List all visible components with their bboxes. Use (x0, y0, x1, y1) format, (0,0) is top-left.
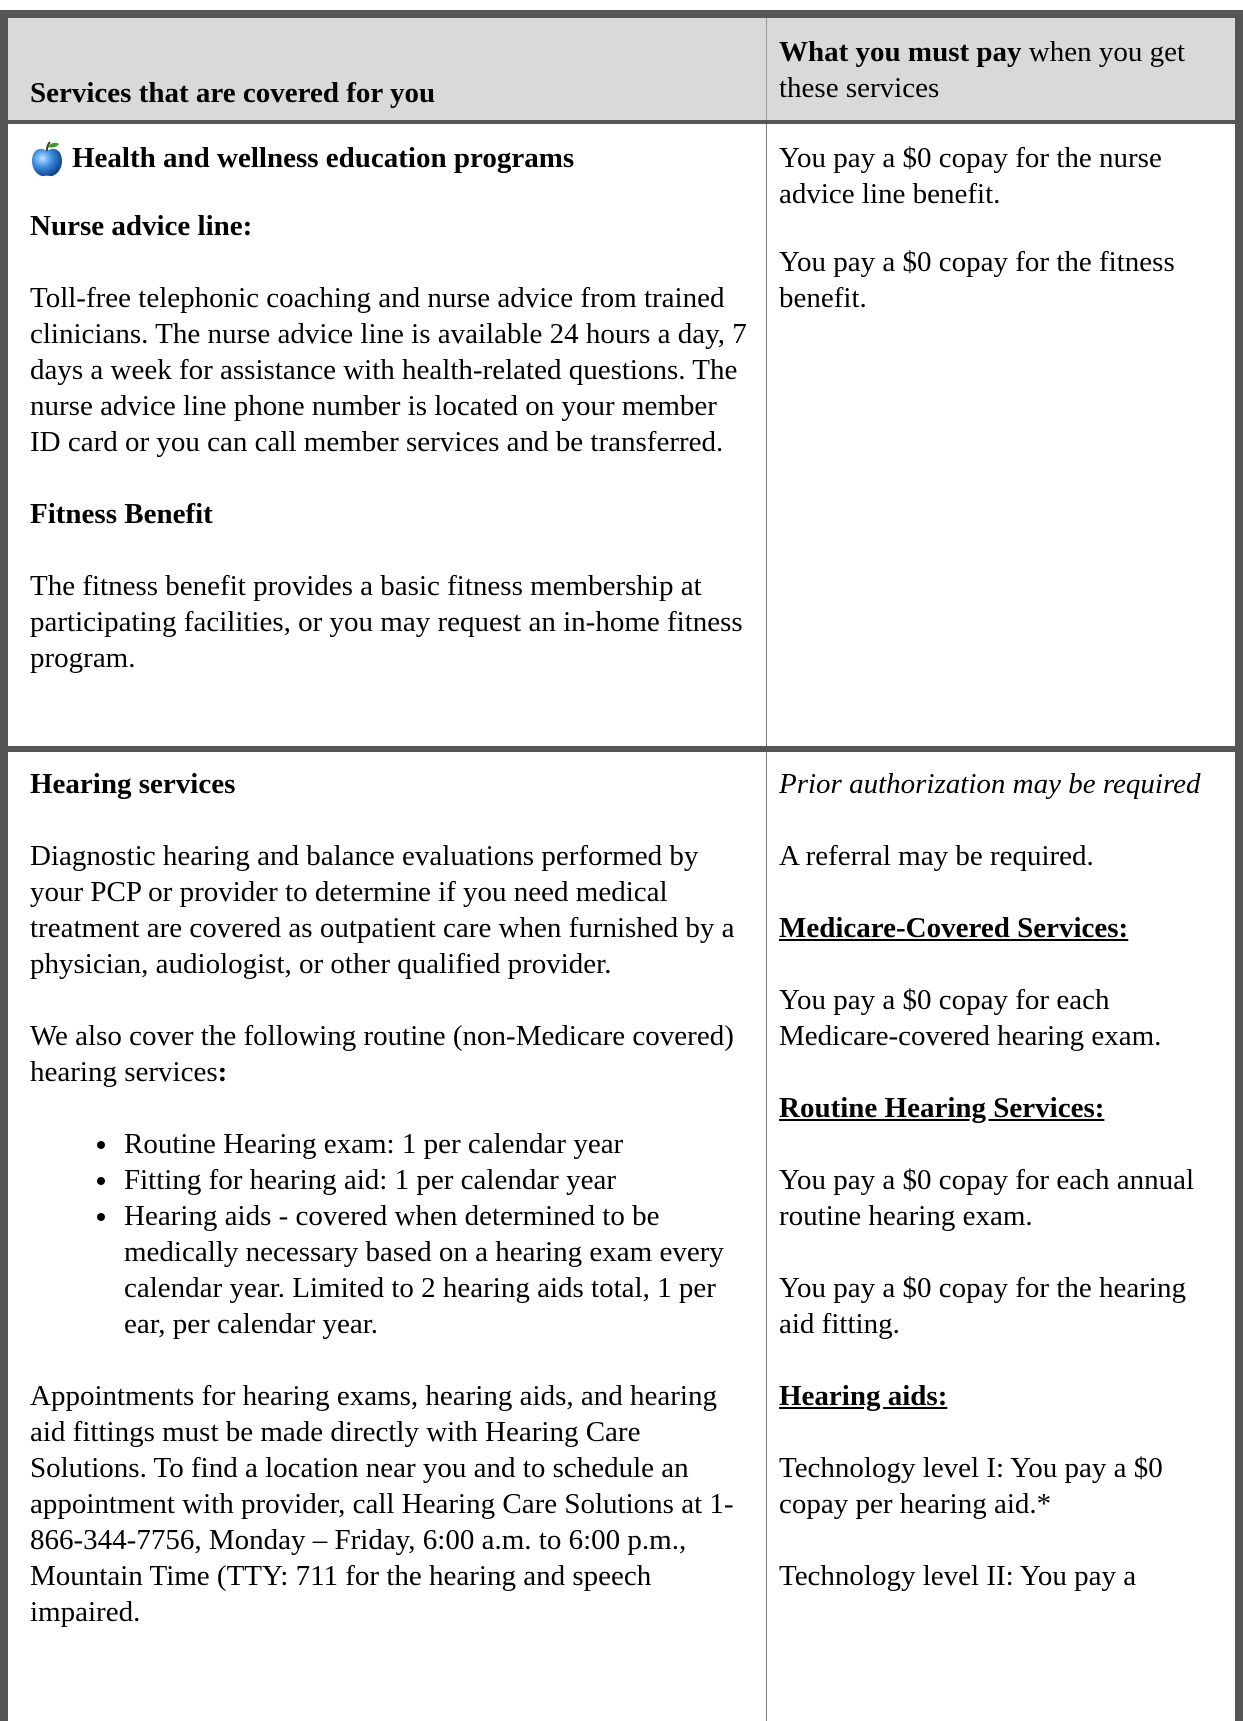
section-title-wellness (30, 140, 754, 176)
list-item: • Fitting for hearing aid: 1 per calendar year (120, 1162, 754, 1198)
header-pay-rest: when you get these services (779, 36, 1186, 104)
pay-fitness-text: You pay a $0 copay for the fitness benefit. (779, 246, 1175, 314)
header-pay-label (779, 34, 1219, 106)
pay-routine-fitting: You pay a $0 copay for the hearing aid fitting. (779, 1272, 1186, 1340)
table-row-hearing (8, 752, 1235, 1721)
fitness-benefit-heading: Fitness Benefit (30, 498, 213, 530)
hearing-services-cell (8, 752, 766, 1721)
nurse-advice-body: Toll-free telephonic coaching and nurse advice from trained clinicians. The nurse advice line is available 24 hours a day, 7 days a week for assistance with health-related questions. The nurse advice line phone number is located on your member ID card or you can call member services and be transferred. (30, 282, 747, 458)
hearing-para-diagnostic: Diagnostic hearing and balance evaluations performed by your PCP or provider to determine if you need medical treatment are covered as outpatient care when furnished by a physician, audiologist, or other qualified provider. (30, 840, 735, 980)
section-title-hearing: Hearing services (30, 768, 236, 800)
hearing-bullet-list (30, 1126, 754, 1342)
hearing-para-routine-intro (30, 1018, 754, 1090)
header-right-cell (766, 18, 1235, 120)
routine-intro-colon: : (217, 1056, 228, 1088)
table-row-wellness (8, 124, 1235, 752)
hearing-pay-cell (766, 752, 1235, 1721)
pay-nurse-text: You pay a $0 copay for the nurse advice line benefit. (779, 142, 1162, 210)
table-header-row (8, 18, 1235, 124)
pay-aids-heading: Hearing aids: (779, 1380, 948, 1412)
pay-medicare-text: You pay a $0 copay for each Medicare-covered hearing exam. (779, 984, 1162, 1052)
list-item: • Hearing aids - covered when determined to be medically necessary based on a hearing exam every calendar year. Limited to 2 hearing aids total, 1 per ear, per calendar year. (120, 1198, 754, 1342)
pay-routine-heading: Routine Hearing Services: (779, 1092, 1105, 1124)
nurse-advice-heading: Nurse advice line: (30, 210, 253, 242)
benefits-table (0, 10, 1243, 1721)
hearing-para-appointments: Appointments for hearing exams, hearing aids, and hearing aid fittings must be made directly with Hearing Care Solutions. To find a location near you and to schedule an appointment with provider, call Hearing Care Solutions at 1-866-344-7756, Monday – Friday, 6:00 a.m. to 6:00 p.m., Mountain Time (TTY: 711 for the hearing and speech impaired. (30, 1380, 734, 1628)
wellness-pay-cell (766, 124, 1235, 746)
pay-routine-exam: You pay a $0 copay for each annual routine hearing exam. (779, 1164, 1195, 1232)
pay-referral: A referral may be required. (779, 840, 1094, 872)
header-pay-bold: What you must pay (779, 36, 1022, 68)
pay-prior-auth: Prior authorization may be required (779, 768, 1201, 800)
apple-icon (30, 140, 64, 176)
fitness-benefit-body: The fitness benefit provides a basic fitness membership at participating facilities, or you may request an in-home fitness program. (30, 570, 743, 674)
list-item: • Routine Hearing exam: 1 per calendar year (120, 1126, 754, 1162)
pay-level2: Technology level II: You pay a (779, 1560, 1137, 1592)
routine-intro-text: We also cover the following routine (non-Medicare covered) hearing services (30, 1020, 734, 1088)
header-left-cell (8, 18, 766, 120)
pay-level1: Technology level I: You pay a $0 copay per hearing aid.* (779, 1452, 1163, 1520)
pay-medicare-heading: Medicare-Covered Services: (779, 912, 1129, 944)
wellness-title-text: Health and wellness education programs (72, 142, 575, 174)
header-services-label: Services that are covered for you (30, 77, 436, 109)
wellness-services-cell (8, 124, 766, 746)
